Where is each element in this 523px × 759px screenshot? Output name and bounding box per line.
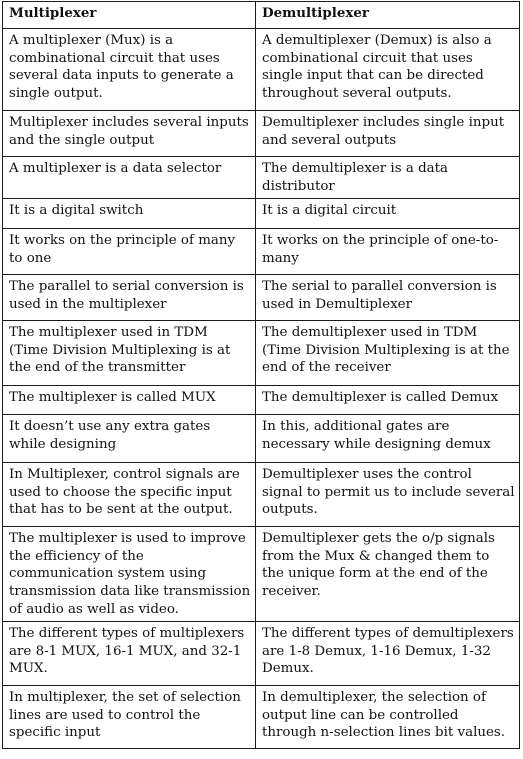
cell-multiplexer: It works on the principle of many to one [3,229,256,275]
table-row [3,622,520,686]
cell-multiplexer: The multiplexer is used to improve the efficiency of the communication system using transmission data like transmission of audio as well as video. [3,527,256,622]
cell-multiplexer: In multiplexer, the set of selection lines are used to control the specific input [3,686,256,749]
comparison-table [2,1,520,749]
cell-multiplexer: The parallel to serial conversion is used in the multiplexer [3,275,256,321]
table-row [3,29,520,111]
table-row [3,321,520,386]
table-row [3,229,520,275]
cell-multiplexer: It is a digital switch [3,199,256,229]
cell-demultiplexer: Demultiplexer gets the o/p signals from the Mux & changed them to the unique form at the end of the receiver. [256,527,520,622]
cell-multiplexer: Multiplexer includes several inputs and the single output [3,111,256,157]
table-row [3,527,520,622]
cell-demultiplexer: The demultiplexer is a data distributor [256,157,520,199]
cell-demultiplexer: It works on the principle of one-to-many [256,229,520,275]
cell-multiplexer: The multiplexer used in TDM (Time Division Multiplexing is at the end of the transmitter [3,321,256,386]
cell-multiplexer: The multiplexer is called MUX [3,386,256,415]
cell-demultiplexer: A demultiplexer (Demux) is also a combinational circuit that uses single input that can be directed throughout several outputs. [256,29,520,111]
cell-demultiplexer: In demultiplexer, the selection of output line can be controlled through n-selection lines bit values. [256,686,520,749]
cell-multiplexer: In Multiplexer, control signals are used to choose the specific input that has to be sent at the output. [3,463,256,527]
table-row [3,199,520,229]
cell-demultiplexer: Demultiplexer includes single input and several outputs [256,111,520,157]
cell-multiplexer: A multiplexer (Mux) is a combinational circuit that uses several data inputs to generate a single output. [3,29,256,111]
table-row [3,463,520,527]
table-row [3,111,520,157]
header-multiplexer: Multiplexer [3,2,256,29]
header-row [3,2,520,29]
cell-demultiplexer: The demultiplexer used in TDM (Time Division Multiplexing is at the end of the receiver [256,321,520,386]
cell-multiplexer: It doesn’t use any extra gates while designing [3,415,256,463]
cell-demultiplexer: The different types of demultiplexers are 1-8 Demux, 1-16 Demux, 1-32 Demux. [256,622,520,686]
header-demultiplexer: Demultiplexer [256,2,520,29]
cell-demultiplexer: The serial to parallel conversion is used in Demultiplexer [256,275,520,321]
cell-multiplexer: A multiplexer is a data selector [3,157,256,199]
table-row [3,157,520,199]
table-row [3,386,520,415]
cell-demultiplexer: Demultiplexer uses the control signal to permit us to include several outputs. [256,463,520,527]
cell-multiplexer: The different types of multiplexers are 8-1 MUX, 16-1 MUX, and 32-1 MUX. [3,622,256,686]
cell-demultiplexer: In this, additional gates are necessary while designing demux [256,415,520,463]
table-row [3,275,520,321]
table-row [3,415,520,463]
cell-demultiplexer: The demultiplexer is called Demux [256,386,520,415]
table-row [3,686,520,749]
cell-demultiplexer: It is a digital circuit [256,199,520,229]
